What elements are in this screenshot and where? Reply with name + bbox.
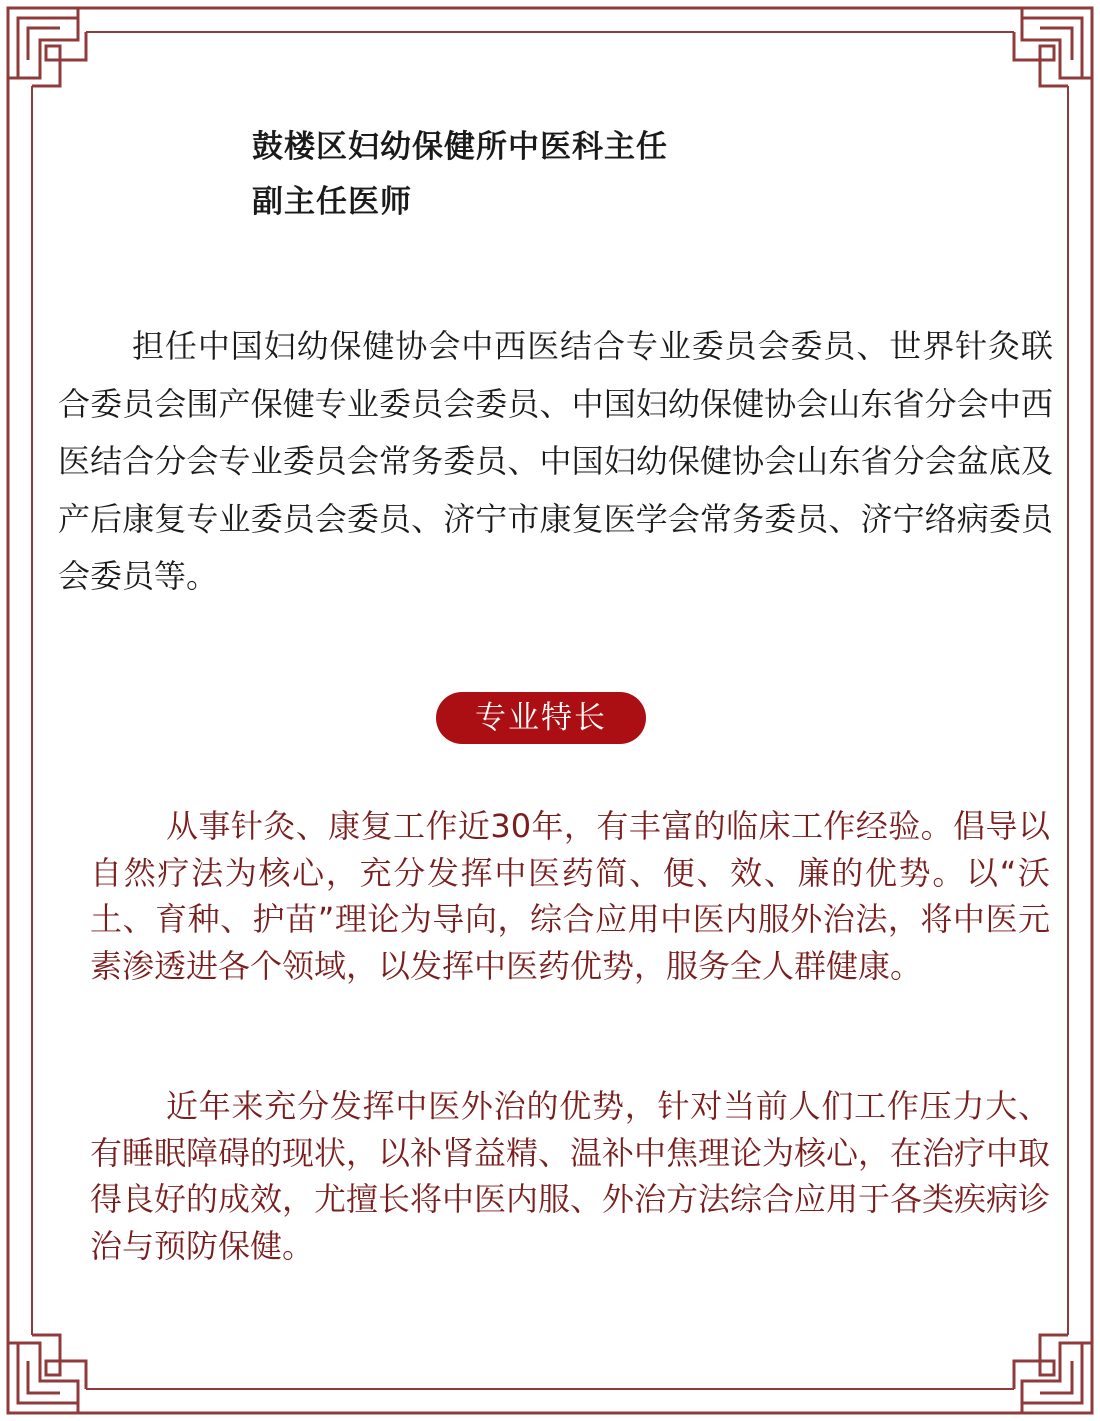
specialty-section-badge: 专业特长	[436, 692, 646, 744]
title-line-1: 鼓楼区妇幼保健所中医科主任	[252, 129, 668, 165]
corner-ornament-bottom-right	[1004, 1325, 1092, 1413]
bio-paragraph: 担任中国妇幼保健协会中西医结合专业委员会委员、世界针灸联合委员会围产保健专业委员会委员、中国妇幼保健协会山东省分会中西医结合分会专业委员会常务委员、中国妇幼保健协会山东省分会盆底及产后康复专业委员会委员、济宁市康复医学会常务委员、济宁络病委员会委员等。	[58, 327, 1053, 595]
corner-ornament-top-left	[8, 8, 96, 96]
doctor-title-block	[252, 120, 668, 230]
specialty-paragraph-1: 从事针灸、康复工作近30年，有丰富的临床工作经验。倡导以自然疗法为核心，充分发挥中医药简、便、效、廉的优势。以“沃土、育种、护苗”理论为导向，综合应用中医内服外治法，将中医元素渗透进各个领域，以发挥中医药优势，服务全人群健康。	[90, 807, 1050, 985]
corner-ornament-bottom-left	[8, 1325, 96, 1413]
specialty-paragraph-2: 近年来充分发挥中医外治的优势，针对当前人们工作压力大、有睡眠障碍的现状，以补肾益精、温补中焦理论为核心，在治疗中取得良好的成效，尤擅长将中医内服、外治方法综合应用于各类疾病诊治与预防保健。	[90, 1087, 1051, 1265]
corner-ornament-top-right	[1004, 8, 1092, 96]
title-line-2: 副主任医师	[252, 184, 412, 220]
